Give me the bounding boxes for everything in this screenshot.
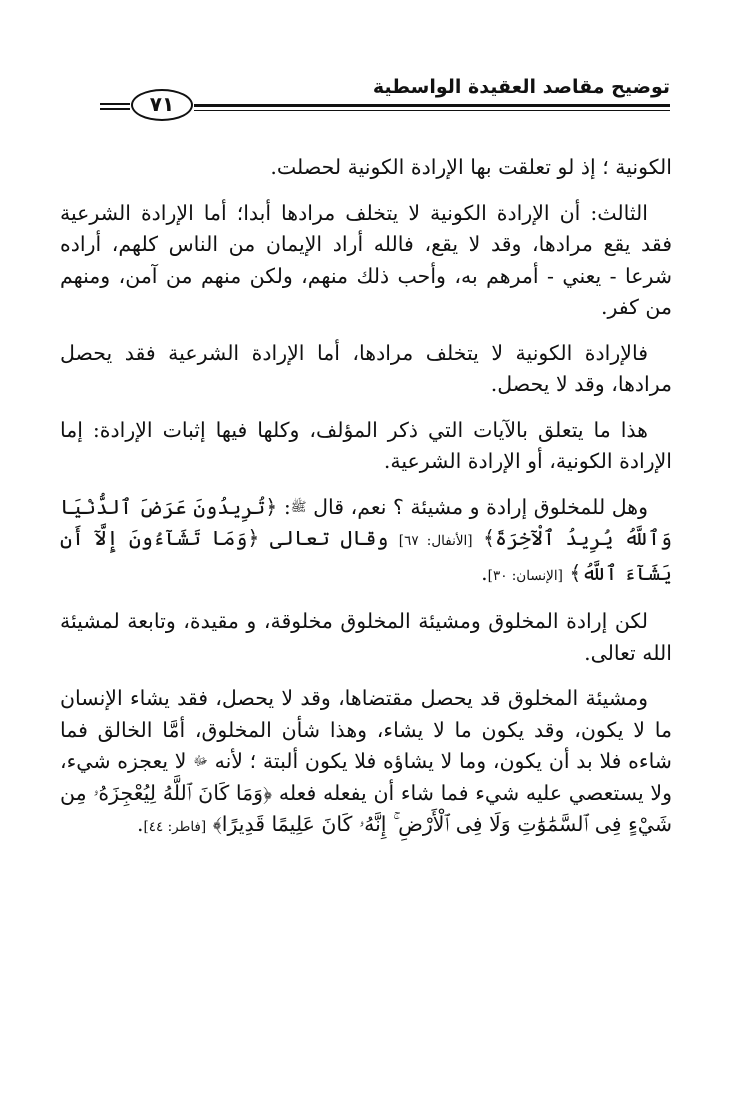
paragraph-text: لا يعجزه شيء، ولا يستعصي عليه شيء فما شاء أن يفعله فعله [60, 749, 672, 805]
verse-reference: [الإنسان: ٣٠] [487, 567, 563, 584]
paragraph-text [473, 526, 483, 550]
honorific-glyph: ﷻ [193, 754, 208, 769]
paragraph-text: : [277, 494, 291, 519]
verse-reference: [فاطر: ٤٤] [143, 819, 207, 835]
header-left-rule-bottom [100, 108, 130, 110]
header-left-rule-top [100, 103, 130, 105]
running-header-title: توضيح مقاصد العقيدة الواسطية [372, 76, 670, 98]
paragraph [60, 683, 672, 844]
paragraph [60, 415, 672, 478]
paragraph [60, 492, 672, 593]
paragraph-text: لكن إرادة المخلوق ومشيئة المخلوق مخلوقة، و مقيدة، وتابعة لمشيئة الله تعالى. [60, 609, 672, 665]
header-rule-thin [194, 110, 670, 111]
quran-verse: ﴿وَمَا كَانَ ٱللَّهُ لِيُعْجِزَهُۥ مِن شَيْءٍ فِى ٱلسَّمَٰوَٰتِ وَلَا فِى ٱلْأَرْضِ ۚ إِنَّهُۥ كَانَ عَلِيمًا قَدِيرًا﴾ [60, 780, 672, 836]
paragraph-text: . [481, 560, 488, 585]
paragraph-text: الكونية ؛ إذ لو تعلقت بها الإرادة الكونية لحصلت. [270, 155, 672, 179]
paragraph-text: وهل للمخلوق إرادة و مشيئة ؟ نعم، قال [306, 494, 648, 519]
page-header [100, 76, 670, 134]
quran-verse: ﴿وَمَا تَشَآءُونَ إِلَّآ أَن يَشَآءَ ٱللَّهُ﴾ [60, 526, 672, 585]
paragraph-text: فالإرادة الكونية لا يتخلف مرادها، أما الإرادة الشرعية فقد يحصل مرادها، وقد لا يحصل. [60, 340, 672, 396]
quran-verse: ﴿تُرِيدُونَ عَرَضَ ٱلدُّنْيَا وَٱللَّهُ يُرِيدُ ٱلْآخِرَةَ﴾ [60, 494, 672, 550]
paragraph-text: الثالث: أن الإرادة الكونية لا يتخلف مرادها أبدا؛ أما الإرادة الشرعية فقد يقع مرادها، وقد لا يقع، فالله أراد الإيمان من الناس كلهم، أراده شرعا - يعني - أمرهم به، وأحب ذلك منهم، ولكن منهم من آمن، ومنهم من كفر. [60, 200, 672, 319]
page-number: ٧١ [149, 92, 175, 116]
header-rule-thick [194, 104, 670, 107]
paragraph-text: . [136, 812, 144, 836]
paragraph-text: ومشيئة المخلوق قد يحصل مقتضاها، وقد لا يحصل، فقد يشاء الإنسان ما لا يكون، وقد يكون ما لا يشاء، وهذا شأن المخلوق، أمَّا الخالق فما شاءه فلا بد أن يكون، وما لا يشاؤه فلا يكون ألبتة ؛ لأنه [60, 686, 672, 773]
paragraph [60, 198, 672, 324]
paragraph [60, 152, 672, 184]
paragraph-text: وقال تعالى [259, 526, 399, 550]
page-body [60, 152, 672, 858]
page-number-oval [131, 89, 193, 121]
paragraph [60, 338, 672, 401]
paragraph-text: هذا ما يتعلق بالآيات التي ذكر المؤلف، وكلها فيها إثبات الإرادة: إما الإرادة الكونية، أو الإرادة الشرعية. [60, 417, 672, 473]
verse-reference: [الأنفال: ٦٧] [398, 533, 473, 549]
honorific-glyph: ﷺ [290, 499, 307, 515]
paragraph [60, 606, 672, 669]
